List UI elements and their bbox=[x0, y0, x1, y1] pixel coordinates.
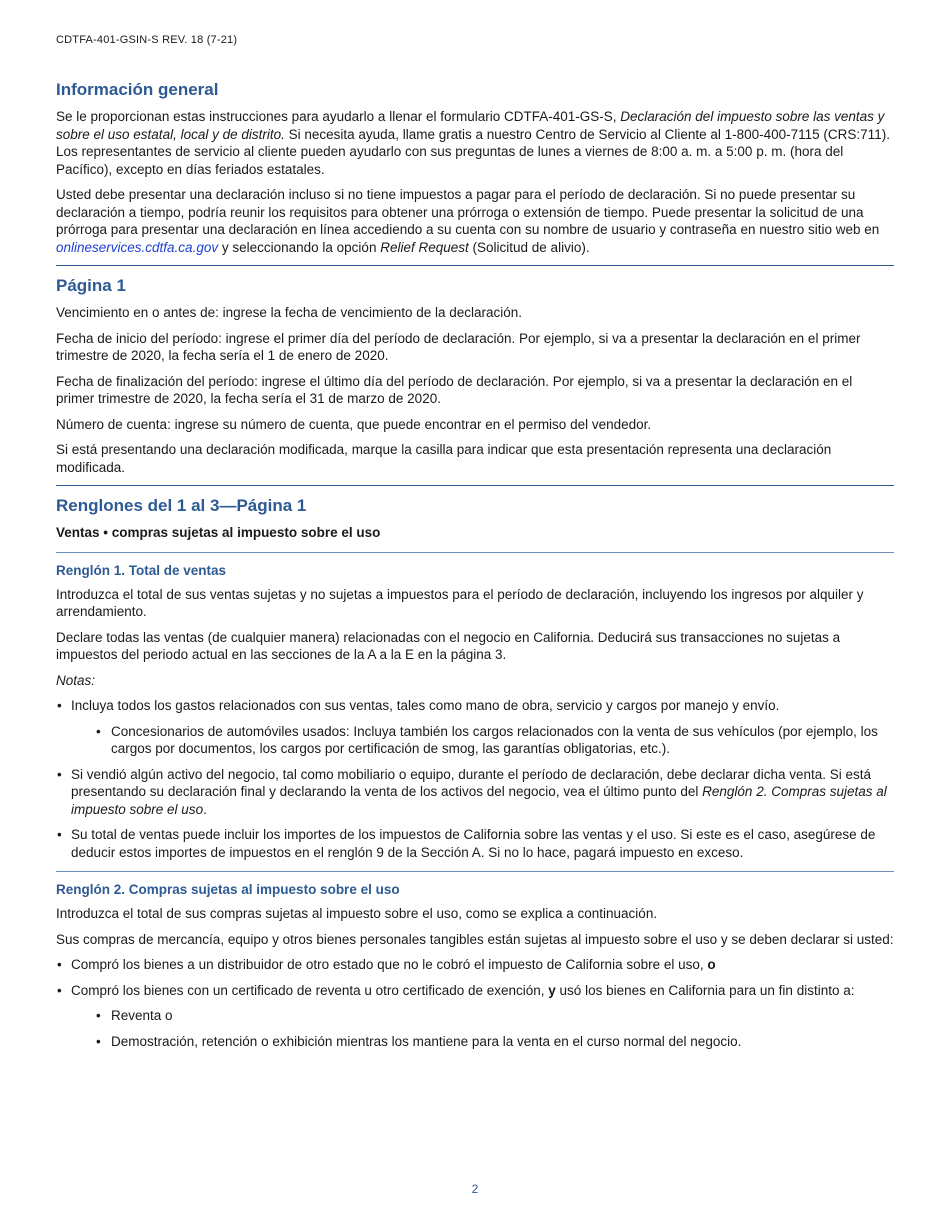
general-paragraph-2: Usted debe presentar una declaración incluso si no tiene impuestos a pagar para el período de declaración. Si no puede presentar su declaración a tiempo, podría reunir los requisitos para obtener una prórroga o extensión de tiempo. Puede presentar la solicitud de una prórroga para presentar una declaración en línea accediendo a su cuenta con su nombre de usuario y contraseña en nuestro sitio web en onlineservices.cdtfa.ca.gov y seleccionando la opción Relief Request (Solicitud de alivio). bbox=[56, 187, 880, 255]
line-1-title: Renglón 1. Total de ventas bbox=[56, 562, 227, 578]
page1-paragraph: Número de cuenta: ingrese su número de cuenta, que puede encontrar en el permiso del vendedor. bbox=[56, 416, 652, 432]
list-item: • Demostración, retención o exhibición mientras los mantiene para la venta en el curso normal del negocio. bbox=[71, 1033, 894, 1051]
sub-list bbox=[71, 1007, 894, 1050]
list-item: • Compró los bienes con un certificado de reventa u otro certificado de exención, y usó los bienes en California para un fin distinto a: • Reventa o • Demostración, retención o exhibición mientras los mantiene para la venta en el curso normal del negocio. bbox=[56, 982, 894, 1051]
notes-label: Notas: bbox=[56, 672, 96, 688]
online-services-link[interactable]: onlineservices.cdtfa.ca.gov bbox=[56, 239, 219, 255]
line1-paragraph: Introduzca el total de sus ventas sujetas y no sujetas a impuestos para el período de declaración, incluyendo los ingresos por alquiler y arrendamiento. bbox=[56, 586, 864, 619]
section-divider bbox=[56, 485, 894, 486]
line-2-title: Renglón 2. Compras sujetas al impuesto sobre el uso bbox=[56, 882, 400, 897]
page-number: 2 bbox=[471, 1182, 479, 1196]
list-item: • Su total de ventas puede incluir los importes de los impuestos de California sobre las ventas y el uso. Si este es el caso, asegúrese de deducir estos importes de impuestos en el renglón 9 de la Sección A. Si no lo hace, pagará impuesto en exceso. bbox=[56, 826, 894, 861]
list-item: • Reventa o bbox=[71, 1007, 894, 1025]
list-item: • Si vendió algún activo del negocio, tal como mobiliario o equipo, durante el período de declaración, debe declarar dicha venta. Si está presentando su declaración final y declarando la venta de los activos del negocio, vea el último punto del Renglón 2. Compras sujetas al impuesto sobre el uso. bbox=[56, 766, 894, 819]
line2-paragraph: Sus compras de mercancía, equipo y otros bienes personales tangibles están sujetas al impuesto sobre el uso y se deben declarar si usted: bbox=[56, 931, 894, 947]
section-title-page-1: Página 1 bbox=[56, 276, 126, 295]
sub-list bbox=[71, 723, 894, 758]
line1-paragraph: Declare todas las ventas (de cualquier manera) relacionadas con el negocio en California. Deducirá sus transacciones no sujetas a impuestos del periodo actual en las secciones de la A a la E en la página 3. bbox=[56, 629, 841, 662]
page1-paragraph: Fecha de finalización del período: ingrese el último día del período de declaración. Por ejemplo, si va a presentar la declaración en el primer trimestre de 2020, la fecha sería el 31 de marzo de 2020. bbox=[56, 373, 853, 406]
conditions-list bbox=[56, 956, 894, 1050]
section-divider bbox=[56, 265, 894, 266]
page1-paragraph: Fecha de inicio del período: ingrese el primer día del período de declaración. Por ejemplo, si va a presentar la declaración en el primer trimestre de 2020, la fecha sería el 1 de enero de 2020. bbox=[56, 330, 861, 363]
lines-subtitle: Ventas • compras sujetas al impuesto sobre el uso bbox=[56, 525, 381, 540]
page1-paragraph: Vencimiento en o antes de: ingrese la fecha de vencimiento de la declaración. bbox=[56, 305, 523, 320]
list-item: • Concesionarios de automóviles usados: Incluya también los cargos relacionados con la venta de sus vehículos (por ejemplo, los cargos por documentos, los cargos por certificación de smog, las garantías obligatorias, etc.). bbox=[71, 723, 894, 758]
section-lines-1-3 bbox=[56, 496, 894, 1050]
page1-paragraph: Si está presentando una declaración modificada, marque la casilla para indicar que esta presentación representa una declaración modificada. bbox=[56, 442, 832, 475]
page-content bbox=[56, 80, 894, 1058]
section-page-1 bbox=[56, 276, 894, 476]
form-id: CDTFA-401-GSIN-S REV. 18 (7-21) bbox=[56, 34, 238, 46]
line2-paragraph: Introduzca el total de sus compras sujetas al impuesto sobre el uso, como se explica a continuación. bbox=[56, 906, 658, 921]
section-title-lines: Renglones del 1 al 3—Página 1 bbox=[56, 496, 307, 515]
list-item: • Compró los bienes a un distribuidor de otro estado que no le cobró el impuesto de California sobre el uso, o bbox=[56, 956, 894, 974]
subsection-divider bbox=[56, 552, 894, 553]
subsection-divider bbox=[56, 871, 894, 872]
general-paragraph-1: Se le proporcionan estas instrucciones para ayudarlo a llenar el formulario CDTFA-401-GS-S, Declaración del impuesto sobre las ventas y sobre el uso estatal, local y de distrito. Si necesita ayuda, llame gratis a nuestro Centro de Servicio al Cliente al 1-800-400-7115 (CRS:711). Los representantes de servicio al cliente pueden ayudarlo con sus preguntas de lunes a viernes de 8:00 a. m. a 5:00 p. m. (hora del Pacífico), excepto en días feriados estatales. bbox=[56, 109, 890, 177]
section-general-info bbox=[56, 80, 894, 256]
section-title-general: Información general bbox=[56, 80, 219, 99]
list-item: • Incluya todos los gastos relacionados con sus ventas, tales como mano de obra, servicio y cargos por manejo y envío. • Concesionarios de automóviles usados: Incluya también los cargos relacionados con la venta de sus vehículos (por ejemplo, los cargos por documentos, los cargos por certificación de smog, las garantías obligatorias, etc.). bbox=[56, 697, 894, 758]
notes-list bbox=[56, 697, 894, 861]
